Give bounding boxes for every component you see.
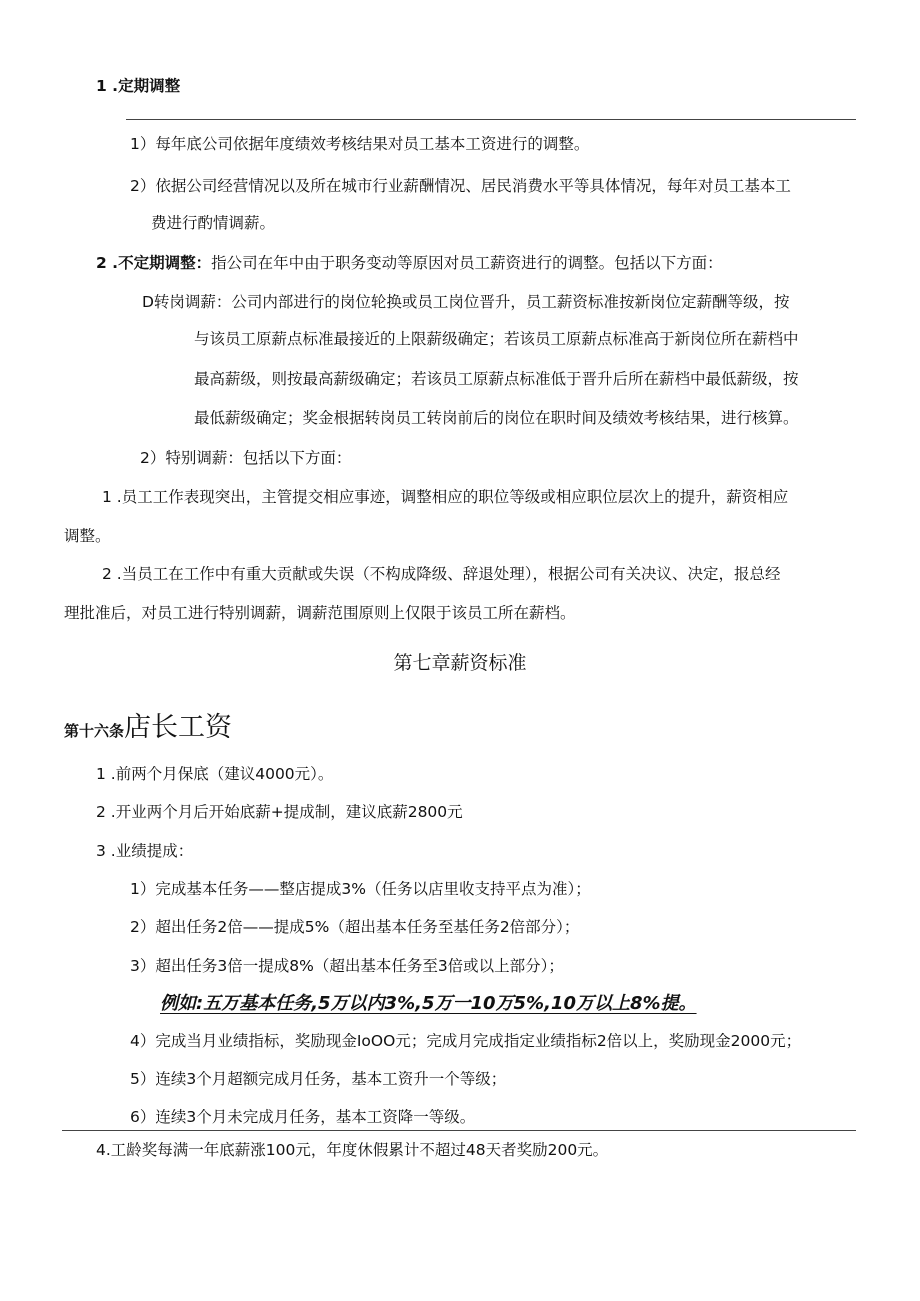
commission-tier-1: 1）完成基本任务——整店提成3%（任务以店里收支持平点为准）； [130, 880, 591, 898]
special-item-2: 2 .当员工在工作中有重大贡献或失误（不构成降级、辞退处理），根据公司有关决议、决定，报总经 [102, 565, 781, 583]
salary-item-3: 3 .业绩提成： [96, 842, 194, 860]
commission-example: 例如:五万基本任务,5万以内3%,5万一10万5%,10万以上8%提。 [160, 993, 697, 1014]
periodic-item-1: 1）每年底公司依据年度绩效考核结果对员工基本工资进行的调整。 [130, 135, 590, 153]
salary-item-2: 2 .开业两个月后开始底薪+提成制，建议底薪2800元 [96, 803, 463, 821]
article-heading [64, 708, 232, 751]
special-item-2-cont: 理批准后，对员工进行特别调薪，调薪范围原则上仅限于该员工所在薪档。 [64, 604, 576, 622]
reward-item-6: 6）连续3个月未完成月任务，基本工资降一等级。 [130, 1108, 476, 1126]
periodic-item-2-cont: 费进行酌情调薪。 [151, 214, 276, 232]
article-title: 店长工资 [124, 712, 233, 743]
reward-item-5: 5）连续3个月超额完成月任务，基本工资升一个等级； [130, 1070, 507, 1088]
divider-top [126, 119, 856, 120]
seniority-bonus: 4.工龄奖每满一年底薪涨100元，年度休假累计不超过48天者奖励200元。 [96, 1141, 609, 1159]
transfer-adjustment-cont-1: 与该员工原薪点标准最接近的上限薪级确定；若该员工原薪点标准高于新岗位所在薪档中 [194, 330, 799, 348]
salary-item-1: 1 .前两个月保底（建议4000元）。 [96, 765, 334, 783]
special-adjustment-heading: 2）特别调薪：包括以下方面： [140, 449, 352, 467]
reward-item-4: 4）完成当月业绩指标，奖励现金IoOO元；完成月完成指定业绩指标2倍以上，奖励现金2000元； [130, 1032, 802, 1050]
section-heading-irregular: 2 .不定期调整： [96, 254, 212, 272]
irregular-description: 指公司在年中由于职务变动等原因对员工薪资进行的调整。包括以下方面： [211, 254, 723, 272]
chapter-title: 第七章薪资标准 [393, 652, 527, 674]
transfer-adjustment: D转岗调薪：公司内部进行的岗位轮换或员工岗位晋升，员工薪资标准按新岗位定薪酬等级，按 [142, 293, 790, 311]
irregular-paragraph [96, 252, 723, 274]
article-label: 第十六条 [64, 722, 125, 740]
divider-bottom [62, 1130, 856, 1131]
transfer-adjustment-cont-3: 最低薪级确定；奖金根据转岗员工转岗前后的岗位在职时间及绩效考核结果，进行核算。 [194, 409, 799, 427]
transfer-adjustment-cont-2: 最高薪级，则按最高薪级确定；若该员工原薪点标准低于晋升后所在薪档中最低薪级，按 [194, 370, 799, 388]
special-item-1-cont: 调整。 [64, 527, 111, 545]
commission-tier-2: 2）超出任务2倍——提成5%（超出基本任务至基任务2倍部分）； [130, 918, 580, 936]
commission-tier-3: 3）超出任务3倍一提成8%（超出基本任务至3倍或以上部分）； [130, 957, 564, 975]
special-item-1: 1 .员工工作表现突出，主管提交相应事迹，调整相应的职位等级或相应职位层次上的提升，薪资相应 [102, 488, 789, 506]
periodic-item-2: 2）依据公司经营情况以及所在城市行业薪酬情况、居民消费水平等具体情况，每年对员工基本工 [130, 177, 791, 195]
section-heading-periodic: 1 .定期调整 [96, 77, 181, 95]
